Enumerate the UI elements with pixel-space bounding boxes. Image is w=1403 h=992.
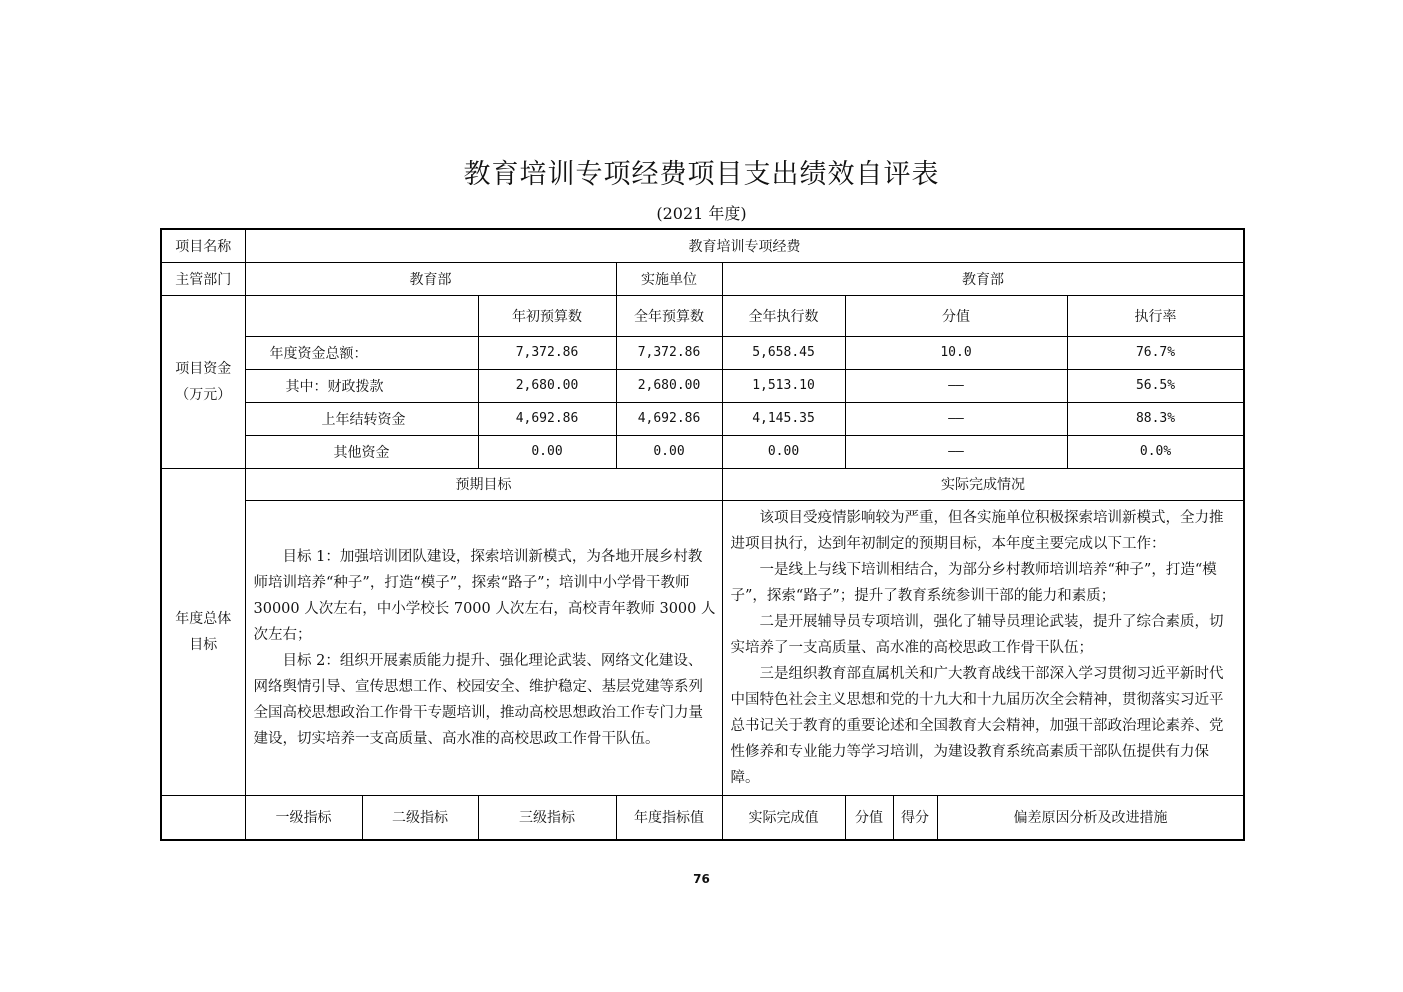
indicator-header-cell: 一级指标 [245,795,362,840]
funds-cell: 76.7% [1067,336,1244,369]
funds-cell: 88.3% [1067,402,1244,435]
indicator-header-cell: 年度指标值 [616,795,722,840]
funds-cell: —— [845,435,1067,468]
funds-cell: 2,680.00 [616,369,722,402]
annual-goals-label-line1: 年度总体 [175,610,232,627]
funds-row-label: 年度资金总额： [245,336,478,369]
funds-cell: 7,372.86 [616,336,722,369]
funds-cell: 0.00 [722,435,845,468]
performance-table [160,228,1245,841]
funds-cell: 4,145.35 [722,402,845,435]
expected-goals-header: 预期目标 [245,468,722,500]
goals-content-row [161,500,1244,795]
indicator-header-cell: 实际完成值 [722,795,845,840]
funds-row [161,402,1244,435]
funds-header-cell: 分值 [845,295,1067,336]
funds-header-cell: 全年执行数 [722,295,845,336]
funds-cell: 56.5% [1067,369,1244,402]
implementing-unit-value: 教育部 [722,262,1244,295]
funds-row-label: 其他资金 [245,435,478,468]
expected-goal-paragraph: 目标 1：加强培训团队建设，探索培训新模式，为各地开展乡村教师培训培养“种子”，打造“模子”，探索“路子”；培训中小学骨干教师 30000 人次左右，中小学校长 7000 人次左右，高校青年教师 3000 人次左右； [253,548,716,643]
funds-row-label: 其中：财政拨款 [245,369,478,402]
funds-header-row [161,295,1244,336]
indicator-header-cell: 三级指标 [478,795,616,840]
indicators-header-row [161,795,1244,840]
funds-cell: 0.0% [1067,435,1244,468]
funds-cell: 0.00 [616,435,722,468]
funds-header-cell: 全年预算数 [616,295,722,336]
funds-cell: —— [845,402,1067,435]
actual-completion-paragraph: 二是开展辅导员专项培训，强化了辅导员理论武装，提升了综合素质，切实培养了一支高质量、高水准的高校思政工作骨干队伍； [730,613,1224,656]
funds-cell: —— [845,369,1067,402]
project-name-row [161,229,1244,262]
project-name-value: 教育培训专项经费 [245,229,1244,262]
annual-goals-label-line2: 目标 [189,636,218,653]
funds-row [161,336,1244,369]
funds-label-line1: 项目资金 [175,360,232,377]
funds-cell: 7,372.86 [478,336,616,369]
funds-cell: 4,692.86 [478,402,616,435]
funds-cell: 0.00 [478,435,616,468]
indicator-header-cell: 二级指标 [362,795,478,840]
implementing-unit-label: 实施单位 [616,262,722,295]
funds-cell: 1,513.10 [722,369,845,402]
funds-cell: 5,658.45 [722,336,845,369]
project-name-label: 项目名称 [161,229,245,262]
department-value: 教育部 [245,262,616,295]
actual-completion-paragraph: 三是组织教育部直属机关和广大教育战线干部深入学习贯彻习近平新时代中国特色社会主义思想和党的十九大和十九届历次全会精神，贯彻落实习近平总书记关于教育的重要论述和全国教育大会精神，加强干部政治理论素养、党性修养和专业能力等学习培训，为建设教育系统高素质干部队伍提供有力保障。 [730,665,1224,786]
goals-header-row [161,468,1244,500]
actual-completion-paragraph: 该项目受疫情影响较为严重，但各实施单位积极探索培训新模式，全力推进项目执行，达到年初制定的预期目标，本年度主要完成以下工作： [730,509,1224,552]
department-row [161,262,1244,295]
expected-goal-paragraph: 目标 2：组织开展素质能力提升、强化理论武装、网络文化建设、网络舆情引导、宣传思想工作、校园安全、维护稳定、基层党建等系列全国高校思想政治工作骨干专题培训，推动高校思想政治工作专门力量建设，切实培养一支高质量、高水准的高校思政工作骨干队伍。 [253,652,703,747]
expected-goals-text [245,500,722,795]
funds-row-label: 上年结转资金 [245,402,478,435]
indicator-header-cell: 偏差原因分析及改进措施 [937,795,1244,840]
document-year: (2021 年度) [656,204,747,223]
funds-row [161,369,1244,402]
funds-label-line2: （万元） [175,386,232,403]
funds-header-cell: 年初预算数 [478,295,616,336]
funds-row [161,435,1244,468]
funds-cell: 10.0 [845,336,1067,369]
funds-header-cell: 执行率 [1067,295,1244,336]
indicators-blank-cell [161,795,245,840]
page-number: 76 [693,872,710,886]
department-label: 主管部门 [161,262,245,295]
actual-completion-header: 实际完成情况 [722,468,1244,500]
funds-header-blank [245,295,478,336]
indicator-header-cell: 得分 [893,795,937,840]
annual-goals-label [161,468,245,795]
document-title: 教育培训专项经费项目支出绩效自评表 [463,159,940,190]
funds-cell: 2,680.00 [478,369,616,402]
funds-label [161,295,245,468]
indicator-header-cell: 分值 [845,795,893,840]
funds-cell: 4,692.86 [616,402,722,435]
actual-completion-paragraph: 一是线上与线下培训相结合，为部分乡村教师培训培养“种子”，打造“模子”，探索“路子”；提升了教育系统参训干部的能力和素质； [730,561,1217,604]
actual-completion-text [722,500,1244,795]
